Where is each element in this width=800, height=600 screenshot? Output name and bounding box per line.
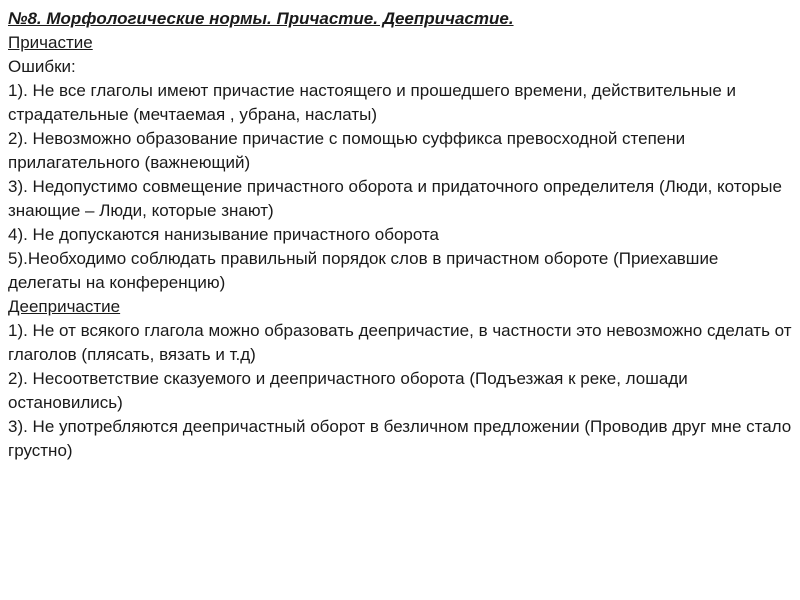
document-page — [8, 7, 792, 463]
gerund-heading: Деепричастие — [8, 297, 121, 316]
document-title: №8. Морфологические нормы. Причастие. Деепричастие. — [8, 9, 514, 28]
participle-error-item-3: 3). Недопустимо совмещение причастного оборота и придаточного определителя (Люди, которые знающие – Люди, которые знают) — [8, 177, 782, 220]
participle-error-item-5: 5).Необходимо соблюдать правильный порядок слов в причастном обороте (Приехавшие делегаты на конференцию) — [8, 249, 719, 292]
participle-error-item-2: 2). Невозможно образование причастие с помощью суффикса превосходной степени прилагательного (важнеющий) — [8, 129, 686, 172]
gerund-error-item-3: 3). Не употребляются деепричастный оборот в безличном предложении (Проводив друг мне стало грустно) — [8, 417, 792, 460]
participle-error-item-1: 1). Не все глаголы имеют причастие настоящего и прошедшего времени, действительные и страдательные (мечтаемая , убрана, наслаты) — [8, 81, 737, 124]
gerund-error-item-1: 1). Не от всякого глагола можно образовать деепричастие, в частности это невозможно сделать от глаголов (плясать, вязать и т.д) — [8, 321, 792, 364]
participle-errors-label: Ошибки: — [8, 57, 76, 76]
participle-heading: Причастие — [8, 33, 93, 52]
gerund-error-list — [8, 319, 792, 463]
participle-error-list — [8, 79, 792, 295]
gerund-error-item-2: 2). Несоответствие сказуемого и деепричастного оборота (Подъезжая к реке, лошади остановились) — [8, 369, 688, 412]
participle-error-item-4: 4). Не допускаются нанизывание причастного оборота — [8, 225, 440, 244]
